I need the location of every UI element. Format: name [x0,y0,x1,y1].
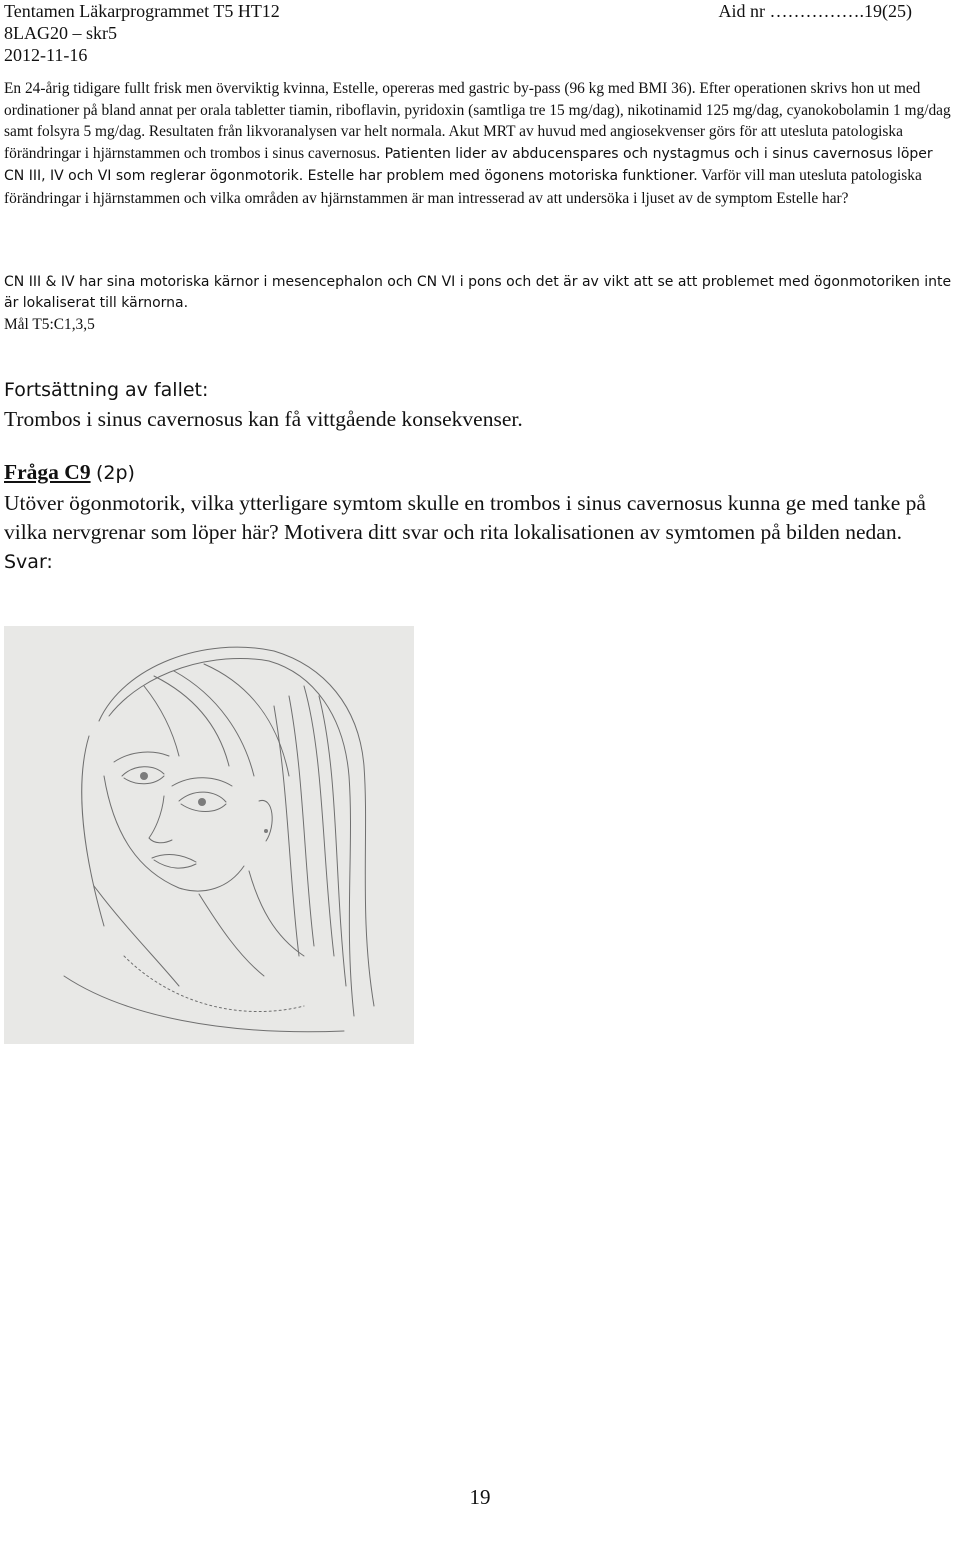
case-continuation [4,376,952,434]
exam-date: 2012-11-16 [4,45,88,65]
continuation-title: Fortsättning av fallet: [4,379,209,401]
answer-text: CN III & IV har sina motoriska kärnor i mesencephalon och CN VI i pons och det är av vikt att se att problemet med ögonmotoriken inte är lokaliserat till kärnorna. [4,274,952,311]
question-label: Fråga C9 [4,460,91,484]
page-number: 19 [469,1485,491,1509]
case-description [4,78,952,210]
question-c9 [4,458,952,577]
question-text: Utöver ögonmotorik, vilka ytterligare symtom skulle en trombos i sinus cavernosus kunna ge med tanke på vilka nervgrenar som löper här? Motivera ditt svar och rita lokalisationen av symtomen på bilden nedan. [4,490,926,544]
face-sketch-image [4,626,414,1044]
learning-goal: Mål T5:C1,3,5 [4,316,95,333]
continuation-text: Trombos i sinus cavernosus kan få vittgående konsekvenser. [4,407,523,431]
case-text-question: Varför vill man utesluta patologiska förändringar i hjärnstammen och vilka områden av hjärnstammen är man intresserad av att undersöka i ljuset av de symptom Estelle har? [4,167,922,207]
case-text-main: En 24-årig tidigare fullt frisk men överviktig kvinna, Estelle, opereras med gastric by-pass (96 kg med BMI 36). Efter operationen skrivs hon ut med ordinationer på bland annat per orala tabletter tiamin, riboflavin, pyridoxin (samtliga tre 15 mg/dag), nikotinamid 125 mg/dag, cyanokobolamin 1 mg/dag samt folsyra 5 mg/dag. Resultaten från likvoranalysen var helt normala. Akut MRT av huvud med angiosekvenser görs för att utesluta patologiska förändringar i hjärnstammen och trombos i sinus cavernosus. [4,80,951,162]
question-points: (2p) [95,462,135,484]
previous-answer [4,272,952,335]
course-title: Tentamen Läkarprogrammet T5 HT12 [4,1,280,21]
question-heading [4,458,952,489]
exam-code: 8LAG20 – skr5 [4,23,117,43]
case-text-symptoms: Patienten lider av abducenspares och nystagmus och i sinus cavernosus löper CN III, IV och VI som reglerar ögonmotorik. Estelle har problem med ögonens motoriska funktioner. [4,145,933,185]
aid-number: Aid nr …………….19(25) [718,1,912,21]
case-paragraph [4,78,952,210]
answer-label: Svar: [4,550,53,573]
pencil-portrait-drawing [4,626,414,1044]
